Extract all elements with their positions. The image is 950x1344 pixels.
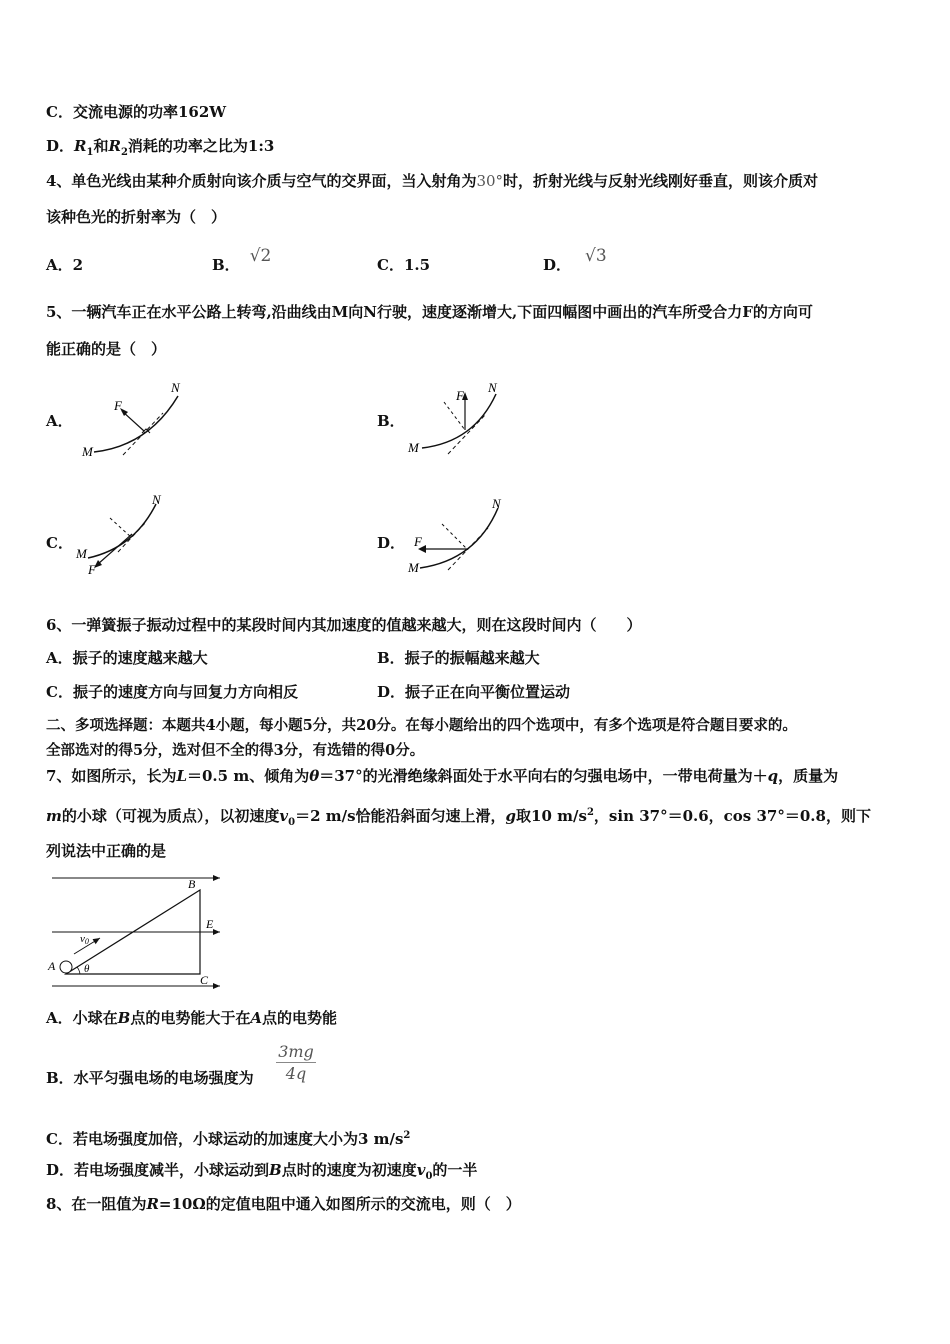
section2-heading-line1: 二、多项选择题：本题共4小题，每小题5分，共20分。在每小题给出的四个选项中，有多个选项是符合题目要求的。 [46,717,797,734]
q3-option-d: D．$R_1$和$R_2$消耗的功率之比为1:3 [46,137,275,158]
label-f: F [414,534,422,549]
q7-stem-line3: 列说法中正确的是 [46,842,167,860]
label-m: M [408,560,419,575]
q6-option-b: B．振子的振幅越来越大 [377,649,540,667]
label-m: M [76,546,87,561]
label-n: N [492,496,501,511]
q5-option-d: D． [377,534,406,552]
label-m: M [408,440,419,455]
q6-option-c: C．振子的速度方向与回复力方向相反 [46,683,298,701]
q8-stem: 8、在一阻值为R=10Ω的定值电阻中通入如图所示的交流电，则（ ） [46,1195,521,1213]
label-f: F [114,398,122,413]
q4-stem-line1: 4、单色光线由某种介质射向该介质与空气的交界面，当入射角为30°时，折射光线与反射光线刚好垂直，则该介质对 [46,172,819,190]
fig-label-theta: θ [84,963,90,975]
label-n: N [488,380,497,395]
label-f: F [88,562,96,577]
q4-angle: 30° [476,172,504,190]
q5-figure-c [74,492,174,578]
q6-option-a: A．振子的速度越来越大 [46,649,208,667]
q5-option-c: C． [46,534,73,552]
q7-option-b-fraction: 3mg 4q [276,1042,316,1085]
q5-figure-a [78,378,188,462]
q7-stem-line1: 7、如图所示，长为L＝0.5 m、倾角为θ＝37°的光滑绝缘斜面处于水平向右的匀强电场中，一带电荷量为＋q，质量为 [46,767,839,785]
q6-stem: 6、一弹簧振子振动过程中的某段时间内其加速度的值越来越大，则在这段时间内（ ） [46,616,642,634]
label-m: M [82,444,93,459]
fig-label-b: B [188,877,196,891]
q5-stem-line1: 5、一辆汽车正在水平公路上转弯,沿曲线由M向N行驶，速度逐渐增大,下面四幅图中画出的汽车所受合力F的方向可 [46,303,813,321]
fig-label-c: C [200,973,209,987]
q7-option-d: D．若电场强度减半，小球运动到B点时的速度为初速度$v_0$的一半 [46,1161,478,1182]
section2-heading-line2: 全部选对的得5分，选对但不全的得3分，有选错的得0分。 [46,742,425,759]
label-f: F [456,388,464,403]
fig-label-v0: v0 [80,933,89,946]
label-n: N [171,380,180,395]
q5-option-b: B． [377,412,405,430]
q7-incline-figure [44,872,228,992]
q3-option-c: C．交流电源的功率162W [46,103,227,121]
q5-stem-line2: 能正确的是（ ） [46,340,167,358]
fig-label-e: E [206,917,214,931]
q5-figure-d [404,494,514,578]
q7-stem-line2: m的小球（可视为质点），以初速度$v_0=2$ m/s恰能沿斜面匀速上滑，g取10 $m/s^2$，sin 37°＝0.6，cos 37°＝0.8，则下 [46,807,871,828]
q5-option-a: A． [46,412,73,430]
q7-option-c: C．若电场强度加倍，小球运动的加速度大小为3 $m/s^2$ [46,1130,411,1148]
q5-figure-b [404,380,514,464]
q4-option-c: C．1.5 [377,256,431,274]
q7-option-b: B．水平匀强电场的电场强度为 [46,1069,254,1087]
q4-stem-line2: 该种色光的折射率为（ ） [46,208,227,226]
q6-option-d: D．振子正在向平衡位置运动 [377,683,571,701]
q4-option-a: A．2 [46,256,84,274]
q4-option-d: D． √3 [543,246,607,274]
label-n: N [152,492,161,507]
q4-option-b: B． √2 [212,246,272,274]
fig-label-a: A [48,959,56,973]
q7-option-a: A．小球在B点的电势能大于在A点的电势能 [46,1009,337,1027]
